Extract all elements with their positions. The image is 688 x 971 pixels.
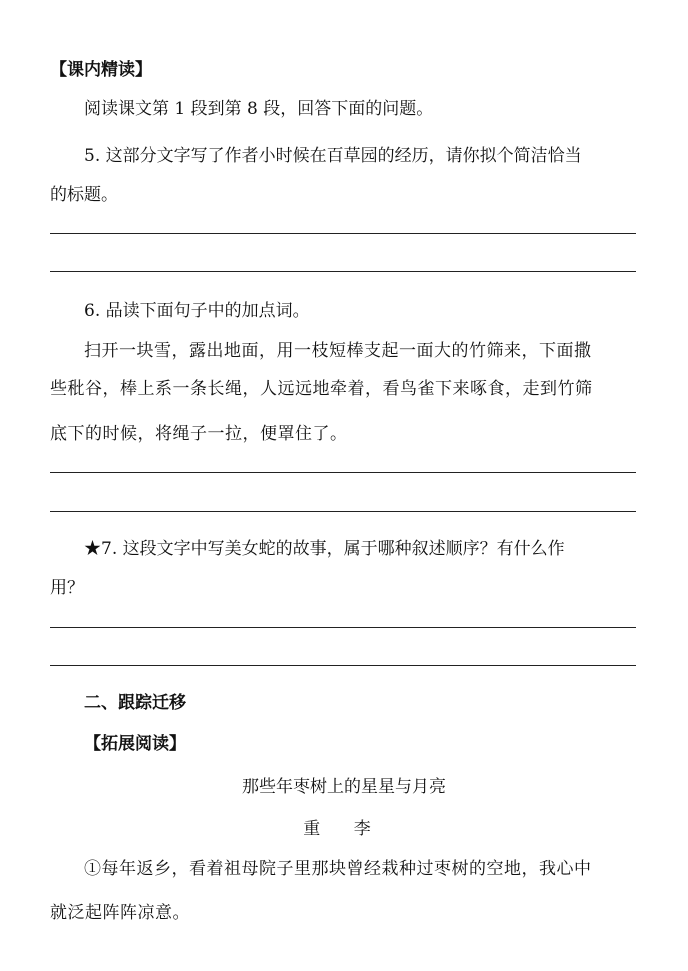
answer-line[interactable]	[50, 511, 636, 512]
answer-line[interactable]	[50, 665, 636, 666]
section-2-title: 二、跟踪迁移	[84, 693, 186, 713]
answer-line[interactable]	[50, 271, 636, 272]
reading-header: 【课内精读】	[50, 60, 152, 80]
quote-line-1: 扫开一块雪，露出地面，用一枝短棒支起一面大的竹筛来，下面撒	[84, 341, 592, 361]
extended-reading-header: 【拓展阅读】	[84, 734, 186, 754]
question-5-line-2: 的标题。	[50, 185, 118, 205]
question-7-line-1: ★7. 这段文字中写美女蛇的故事，属于哪种叙述顺序？有什么作	[84, 539, 565, 559]
answer-line[interactable]	[50, 233, 636, 234]
question-7-line-2: 用？	[50, 578, 84, 598]
article-title: 那些年枣树上的星星与月亮	[242, 777, 446, 797]
instruction-text: 阅读课文第 1 段到第 8 段，回答下面的问题。	[84, 99, 434, 119]
answer-line[interactable]	[50, 472, 636, 473]
paragraph-1-line-1: ①每年返乡，看着祖母院子里那块曾经栽种过枣树的空地，我心中	[84, 859, 592, 879]
question-5-line-1: 5. 这部分文字写了作者小时候在百草园的经历，请你拟个简洁恰当	[84, 146, 582, 166]
paragraph-1-line-2: 就泛起阵阵凉意。	[50, 903, 190, 923]
question-6: 6. 品读下面句子中的加点词。	[84, 301, 310, 321]
quote-line-2: 些秕谷，棒上系一条长绳，人远远地牵着，看鸟雀下来啄食，走到竹筛	[50, 379, 593, 399]
article-author: 重 李	[303, 819, 385, 839]
answer-line[interactable]	[50, 627, 636, 628]
quote-line-3: 底下的时候，将绳子一拉，便罩住了。	[50, 424, 348, 444]
